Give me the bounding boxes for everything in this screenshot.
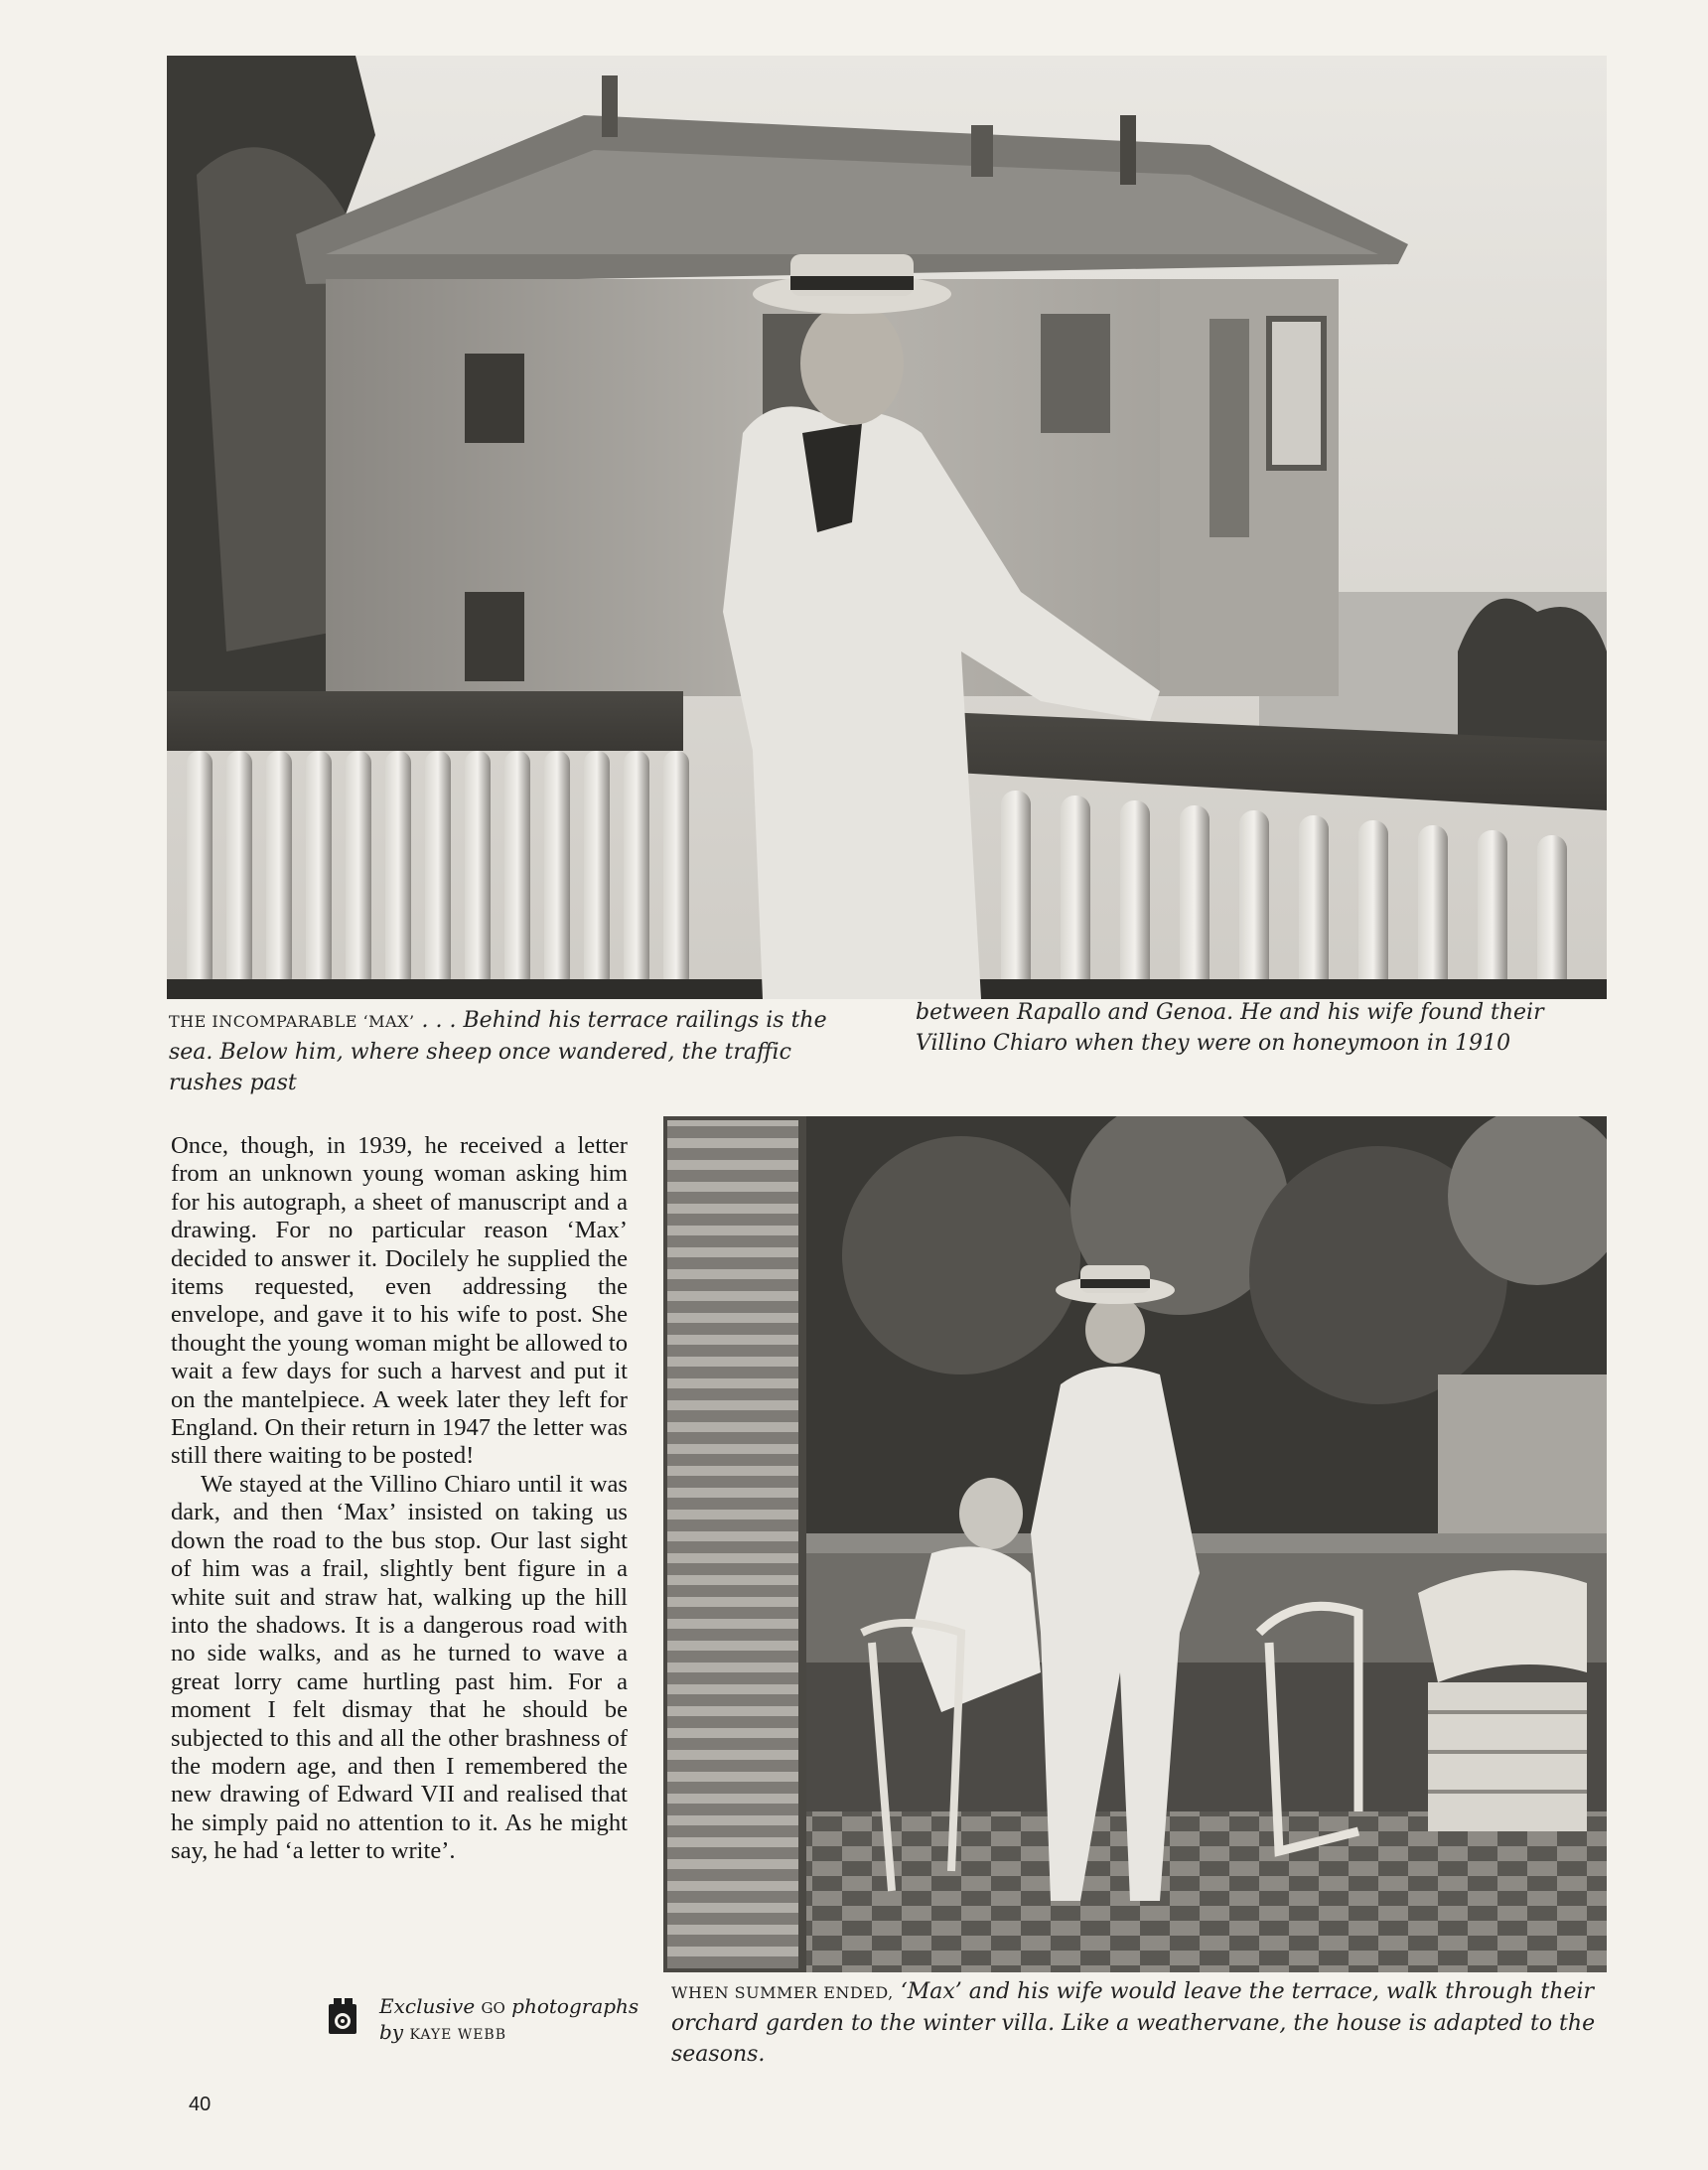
page-number: 40	[189, 2094, 212, 2115]
paragraph-2: We stayed at the Villino Chiaro until it was dark, and then ‘Max’ insisted on taking us down the road to the bus stop. Our last sight of him was a frail, slightly bent figure in a white suit and straw hat, walking up the hill into the shadows. It is a dangerous road with no side walks, and as he turned to wave a great lorry came hurtling past him. For a moment I felt dismay that he should be subjected to this and all the other brashness of the modern age, and then I remembered the new drawing of Edward VII and realised that he simply paid no attention to it. As he might say, he had ‘a letter to write’.	[171, 1470, 628, 1865]
credit-name: KAYE WEBB	[409, 2027, 507, 2043]
caption-top-photo	[169, 1005, 864, 1098]
caption-lead: WHEN SUMMER ENDED,	[671, 1983, 894, 2002]
caption-top-photo-continued: between Rapallo and Genoa. He and his wife found their Villino Chiaro when they were on honeymoon in 1910	[916, 1000, 1544, 1056]
photo-terrace-chairs	[663, 1116, 1607, 1972]
camera-icon	[328, 1996, 357, 2036]
photo-villa-terrace	[167, 56, 1607, 999]
caption-lead: THE INCOMPARABLE ‘MAX’	[169, 1012, 415, 1031]
caption-text: ‘Max’ and his wife would leave the terrace, walk through their orchard garden to the winter villa. Like a weathervane, the house is adapted to the seasons.	[671, 1979, 1596, 2067]
credit-exclusive: Exclusive	[379, 1994, 482, 2018]
caption-text: . . . Behind his terrace railings is the sea. Below him, where sheep once wandered, the traffic rushes past	[169, 1008, 827, 1095]
caption-bottom-photo	[671, 1976, 1625, 2070]
article-body	[171, 1132, 628, 1866]
paragraph-1: Once, though, in 1939, he received a letter from an unknown young woman asking him for his autograph, a sheet of manuscript and a drawing. For no particular reason ‘Max’ decided to answer it. Docilely he supplied the items requested, even addressing the envelope, and gave it to his wife to post. She thought the young woman might be allowed to wait a few days for such a harvest and put it on the mantelpiece. A week later they left for England. On their return in 1947 the letter was still there waiting to be posted!	[171, 1132, 628, 1470]
photo-credit	[379, 1994, 677, 2047]
credit-by: by	[379, 2020, 410, 2044]
credit-go: GO	[481, 1999, 505, 2017]
credit-photographs: photographs	[504, 1994, 640, 2018]
